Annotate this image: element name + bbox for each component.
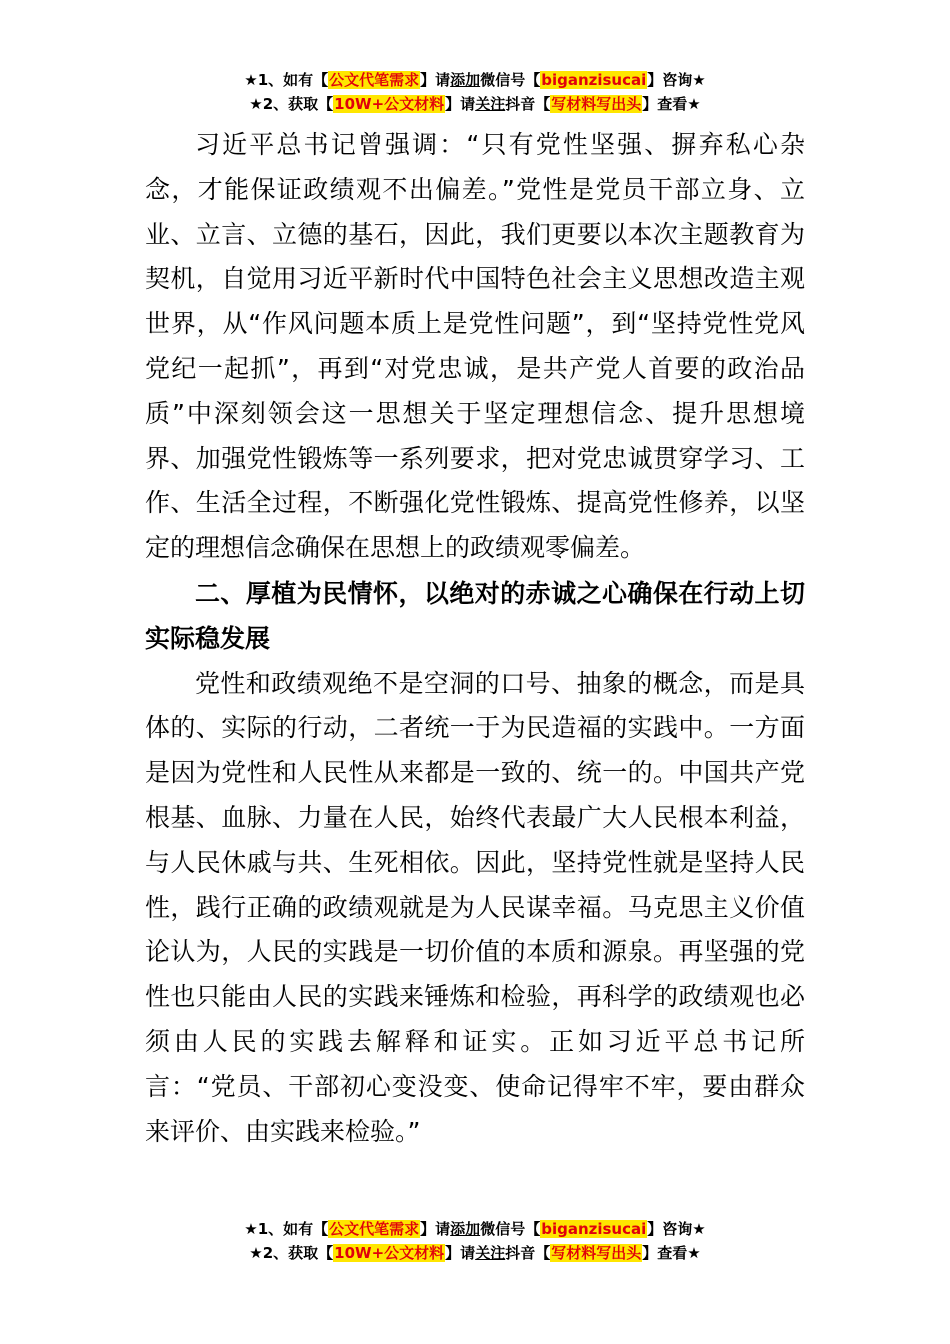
- header-promo-banner: [0, 68, 950, 116]
- promo-highlight-douyin-id: 写材料写出头: [551, 95, 642, 113]
- star-icon: ★: [249, 95, 263, 113]
- promo-highlight-douyin-id: 写材料写出头: [551, 1244, 642, 1262]
- promo-underlined-text: 添加: [450, 1220, 481, 1238]
- star-icon: ★: [687, 1244, 701, 1262]
- star-icon: ★: [692, 71, 706, 89]
- promo-text: 】查看: [642, 95, 688, 113]
- promo-highlight: 10W+公文材料: [334, 1244, 445, 1262]
- document-body: [145, 123, 805, 1154]
- body-paragraph-2: 党性和政绩观绝不是空洞的口号、抽象的概念，而是具体的、实际的行动，二者统一于为民造福的实践中。一方面是因为党性和人民性从来都是一致的、统一的。中国共产党根基、血脉、力量在人民，始终代表最广大人民根本利益，与人民休戚与共、生死相依。因此，坚持党性就是坚持人民性，践行正确的政绩观就是为人民谋幸福。马克思主义价值论认为，人民的实践是一切价值的本质和源泉。再坚强的党性也只能由人民的实践来锤炼和检验，再科学的政绩观也必须由人民的实践去解释和证实。正如习近平总书记所言：“党员、干部初心变没变、使命记得牢不牢，要由群众来评价、由实践来检验。”: [145, 668, 805, 1146]
- star-icon: ★: [244, 71, 258, 89]
- star-icon: ★: [692, 1220, 706, 1238]
- promo-highlight: 公文代笔需求: [329, 1220, 420, 1238]
- promo-text: 】请: [420, 71, 451, 89]
- promo-text: 】咨询: [647, 1220, 693, 1238]
- section-heading-2: 二、厚植为民情怀，以绝对的赤诚之心确保在行动上切实际稳发展: [145, 578, 805, 653]
- promo-text: 抖音【: [505, 1244, 551, 1262]
- promo-text: 抖音【: [505, 95, 551, 113]
- promo-text: 2、获取【: [262, 95, 334, 113]
- promo-line-1: [0, 68, 950, 92]
- body-paragraph-1: 习近平总书记曾强调：“只有党性坚强、摒弃私心杂念，才能保证政绩观不出偏差。”党性是党员干部立身、立业、立言、立德的基石，因此，我们更要以本次主题教育为契机，自觉用习近平新时代中国特色社会主义思想改造主观世界，从“作风问题本质上是党性问题”，到“坚持党性党风党纪一起抓”，再到“对党忠诚，是共产党人首要的政治品质”中深刻领会这一思想关于坚定理想信念、提升思想境界、加强党性锻炼等一系列要求，把对党忠诚贯穿学习、工作、生活全过程，不断强化党性锻炼、提高党性修养，以坚定的理想信念确保在思想上的政绩观零偏差。: [145, 130, 805, 563]
- promo-text: 微信号【: [480, 71, 541, 89]
- promo-underlined-text: 添加: [450, 71, 481, 89]
- promo-highlight: 公文代笔需求: [329, 71, 420, 89]
- promo-text: 1、如有【: [257, 1220, 329, 1238]
- promo-text: 2、获取【: [262, 1244, 334, 1262]
- promo-highlight-wechat-id: biganzisucai: [541, 1220, 647, 1238]
- star-icon: ★: [244, 1220, 258, 1238]
- promo-text: 】请: [445, 95, 476, 113]
- star-icon: ★: [249, 1244, 263, 1262]
- promo-text: 】请: [445, 1244, 476, 1262]
- footer-promo-banner: [0, 1217, 950, 1265]
- promo-highlight-wechat-id: biganzisucai: [541, 71, 647, 89]
- promo-text: 】请: [420, 1220, 451, 1238]
- promo-text: 】咨询: [647, 71, 693, 89]
- promo-text: 】查看: [642, 1244, 688, 1262]
- promo-underlined-text: 关注: [475, 95, 506, 113]
- promo-line-2: [0, 92, 950, 116]
- promo-text: 1、如有【: [257, 71, 329, 89]
- promo-highlight: 10W+公文材料: [334, 95, 445, 113]
- promo-text: 微信号【: [480, 1220, 541, 1238]
- star-icon: ★: [687, 95, 701, 113]
- promo-underlined-text: 关注: [475, 1244, 506, 1262]
- promo-line-2: [0, 1241, 950, 1265]
- promo-line-1: [0, 1217, 950, 1241]
